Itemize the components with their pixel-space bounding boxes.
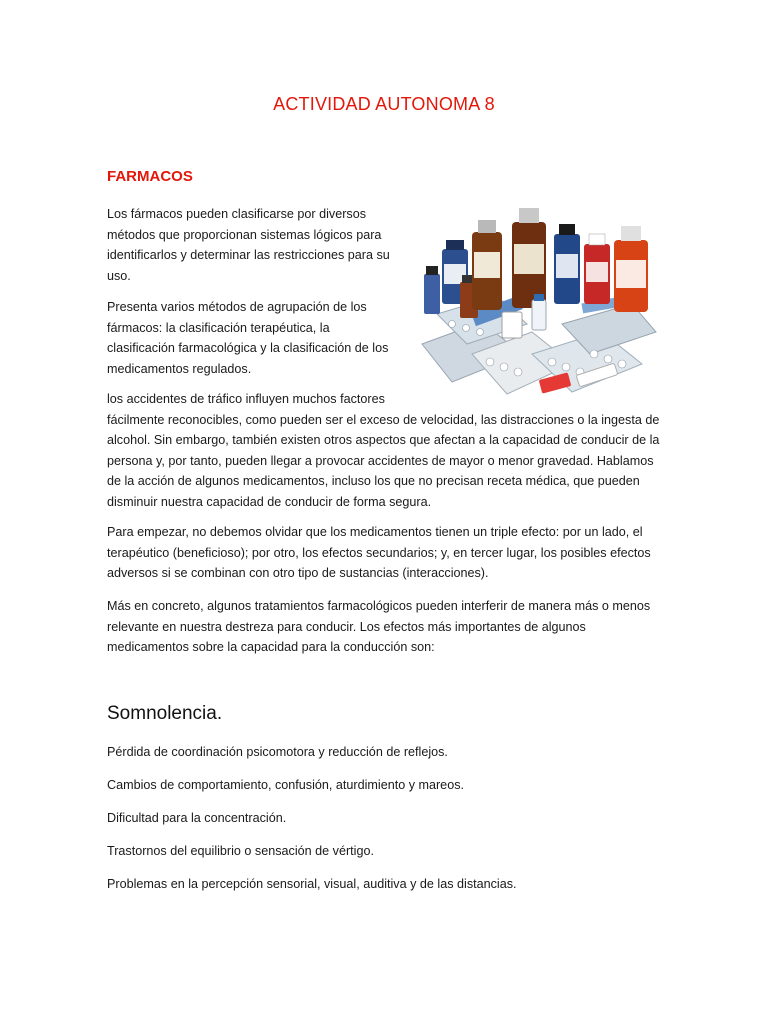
section-heading: FARMACOS <box>107 168 193 185</box>
paragraph-5: Más en concreto, algunos tratamientos farmacológicos pueden interferir de manera más o menos relevante en nuestra destreza para conducir. Los efectos más importantes de algunos medicamentos sobre la capacidad para la conducción son: <box>107 599 651 654</box>
medicines-photo-icon <box>412 204 660 400</box>
paragraph-1: Los fármacos pueden clasificarse por diversos métodos que proporcionan sistemas lógicos para identificarlos y determinar las restricciones para su uso. <box>107 207 390 283</box>
paragraph-2: Presenta varios métodos de agrupación de los fármacos: la clasificación terapéutica, la clasificación farmacológica y la clasificación de los medicamentos regulados. <box>107 300 389 376</box>
paragraph-3-rest: fácilmente reconocibles, como pueden ser el exceso de velocidad, las distracciones o la ingesta de alcohol. Sin embargo, también existen otros aspectos que afectan a la capacidad de conducir de la persona y, por tanto, pueden llegar a provocar accidentes de mayor o menor gravedad. Hablamos de la acción de algunos medicamentos, incluso los que no precisan receta médica, que pueden disminuir nuestra capacidad de conducir de forma segura. <box>107 412 660 509</box>
effect-item: Dificultad para la concentración. <box>107 811 287 825</box>
document-title: ACTIVIDAD AUTONOMA 8 <box>273 94 495 114</box>
paragraph-3-first-line: los accidentes de tráfico influyen muchos factores <box>107 392 385 406</box>
effect-item: Pérdida de coordinación psicomotora y reducción de reflejos. <box>107 745 448 759</box>
effect-item: Cambios de comportamiento, confusión, aturdimiento y mareos. <box>107 778 464 792</box>
effect-item: Trastornos del equilibrio o sensación de vértigo. <box>107 844 374 858</box>
paragraph-4: Para empezar, no debemos olvidar que los medicamentos tienen un triple efecto: por un lado, el terapéutico (beneficioso); por otro, los efectos secundarios; y, en tercer lugar, los posibles efectos adversos si se combinan con otro tipo de sustancias (interacciones). <box>107 525 651 580</box>
subheading-somnolencia: Somnolencia. <box>107 703 223 724</box>
effect-item: Problemas en la percepción sensorial, visual, auditiva y de las distancias. <box>107 877 517 891</box>
